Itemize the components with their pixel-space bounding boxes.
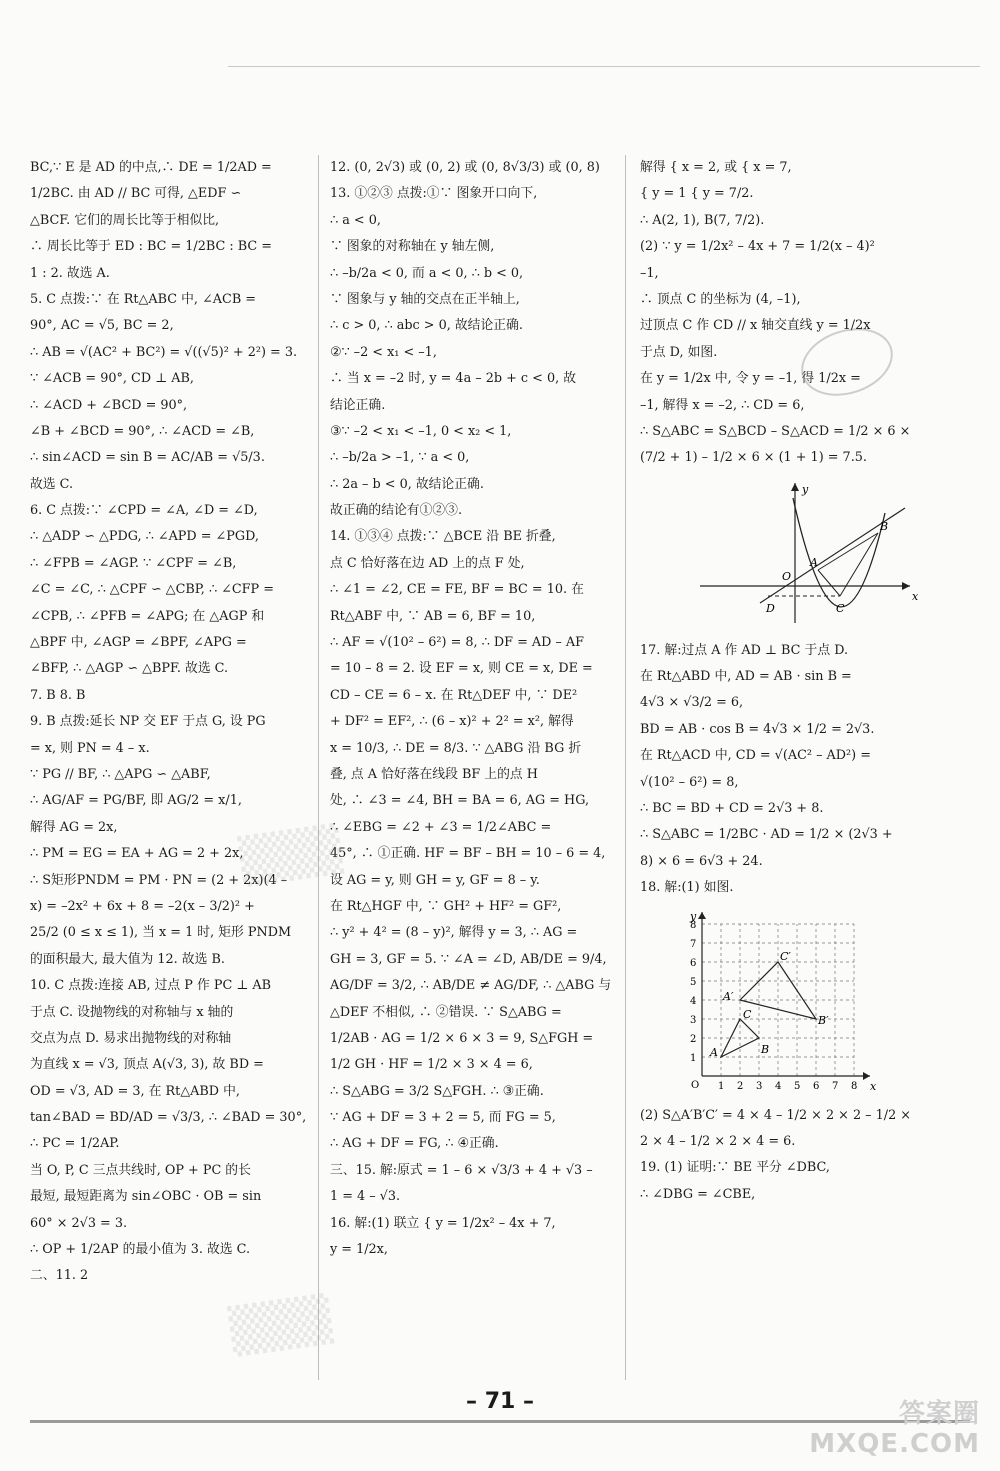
text-line: ∴ S△ABC = 1/2BC · AD = 1/2 × (2√3 +: [640, 827, 893, 843]
text-line: ∴ ∠FPB = ∠AGP. ∵ ∠CPF = ∠B,: [30, 555, 237, 571]
grid-x-tick-label: 5: [794, 1080, 801, 1092]
grid-x-tick-label: 2: [737, 1080, 744, 1092]
text-line: ∴ –b/2a < 0, 而 a < 0, ∴ b < 0,: [330, 265, 524, 281]
text-line: 点 C 恰好落在边 AD 上的点 F 处,: [330, 555, 525, 571]
text-line: 于点 D, 如图.: [640, 344, 718, 360]
text-line: ∴ BC = BD + CD = 2√3 + 8.: [640, 801, 824, 817]
point-label-d: D: [766, 601, 775, 615]
text-line: 故选 C.: [30, 476, 74, 492]
text-line: ∴ AG + DF = FG, ∴ ④正确.: [330, 1136, 499, 1152]
text-line: –1,: [640, 265, 659, 281]
text-line: 19. (1) 证明:∵ BE 平分 ∠DBC,: [640, 1160, 830, 1176]
text-line: (2) S△A′B′C′ = 4 × 4 – 1/2 × 2 × 2 – 1/2 ×: [640, 1107, 912, 1123]
text-line: ∵ ∠ACB = 90°, CD ⊥ AB,: [30, 371, 194, 387]
text-line: 4√3 × √3/2 = 6,: [640, 695, 744, 711]
text-line: 当 O, P, C 三点共线时, OP + PC 的长: [30, 1162, 251, 1178]
text-line: ③∵ –2 < x₁ < –1, 0 < x₂ < 1,: [330, 423, 512, 439]
grid-y-tick-label: 3: [690, 1014, 697, 1026]
grid-x-tick-label: 1: [718, 1080, 725, 1092]
text-line: x) = –2x² + 6x + 8 = –2(x – 3/2)² +: [30, 898, 255, 914]
text-line: ∴ PM = EG = EA + AG = 2 + 2x,: [30, 846, 244, 862]
text-line: 90°, AC = √5, BC = 2,: [30, 318, 174, 334]
point-label-b: B: [880, 519, 889, 533]
text-line: 二、11. 2: [30, 1268, 89, 1284]
text-line: 8) × 6 = 6√3 + 24.: [640, 853, 763, 869]
text-line: ∠BFP, ∴ △AGP ∽ △BPF. 故选 C.: [30, 661, 229, 677]
axis-label-y: y: [802, 482, 809, 496]
text-line: 于点 C. 设抛物线的对称轴与 x 轴的: [30, 1004, 234, 1020]
grid-y-tick-label: 2: [690, 1033, 697, 1045]
column-1: [30, 155, 310, 1290]
grid-point-b-prime: B′: [818, 1013, 829, 1027]
text-line: √(10² – 6²) = 8,: [640, 774, 739, 790]
text-line: 在 Rt△ACD 中, CD = √(AC² – AD²) =: [640, 748, 871, 764]
grid-x-tick-label: 3: [756, 1080, 763, 1092]
text-line: ∴ 当 x = –2 时, y = 4a – 2b + c < 0, 故: [330, 371, 577, 387]
text-line: 6. C 点拨:∵ ∠CPD = ∠A, ∠D = ∠D,: [30, 503, 258, 519]
grid-y-tick-label: 8: [690, 919, 697, 931]
text-line: ∴ S△ABC = S△BCD – S△ACD = 1/2 × 6 ×: [640, 423, 911, 439]
grid-y-tick-label: 4: [690, 995, 697, 1007]
text-line: 过顶点 C 作 CD // x 轴交直线 y = 1/2x: [640, 318, 871, 334]
text-line: 9. B 点拨:延长 NP 交 EF 于点 G, 设 PG: [30, 714, 266, 730]
text-line: = 10 – 8 = 2. 设 EF = x, 则 CE = x, DE =: [330, 661, 593, 677]
text-line: ∴ △ADP ∽ △PDG, ∴ ∠APD = ∠PGD,: [30, 529, 259, 545]
text-line: x = 10/3, ∴ DE = 8/3. ∵ △ABG 沿 BG 折: [330, 740, 582, 756]
grid-point-a-prime: A′: [723, 989, 734, 1003]
text-line: (2) ∵ y = 1/2x² – 4x + 7 = 1/2(x – 4)²: [640, 239, 875, 255]
text-line: 60° × 2√3 = 3.: [30, 1215, 128, 1231]
text-line: ∠CPB, ∴ ∠PFB = ∠APG; 在 △AGP 和: [30, 608, 265, 624]
grid-axis-label-x: x: [870, 1079, 877, 1093]
text-line: = x, 则 PN = 4 – x.: [30, 740, 150, 756]
page-number: – 71 –: [466, 1389, 534, 1414]
text-line: 叠, 点 A 恰好落在线段 BF 上的点 H: [330, 766, 538, 782]
text-line: ∵ 图象的对称轴在 y 轴左侧,: [330, 239, 495, 255]
text-line: ∴ AB = √(AC² + BC²) = √((√5)² + 2²) = 3.: [30, 344, 298, 360]
point-label-a: A: [810, 555, 818, 569]
text-line: 在 y = 1/2x 中, 令 y = –1, 得 1/2x =: [640, 371, 861, 387]
text-line: ∵ PG // BF, ∴ △APG ∽ △ABF,: [30, 766, 211, 782]
text-line: 解得 AG = 2x,: [30, 819, 118, 835]
text-line: ∴ sin∠ACD = sin B = AC/AB = √5/3.: [30, 450, 265, 466]
text-line: 2 × 4 – 1/2 × 2 × 4 = 6.: [640, 1133, 796, 1149]
text-line: ∴ 顶点 C 的坐标为 (4, –1),: [640, 291, 801, 307]
column-2: [330, 155, 615, 1263]
text-line: 16. 解:(1) 联立 { y = 1/2x² – 4x + 7,: [330, 1215, 556, 1231]
text-line: 在 Rt△ABD 中, AD = AB · sin B =: [640, 669, 852, 685]
grid-origin-label: O: [691, 1079, 700, 1091]
text-line: ∴ 周长比等于 ED : BC = 1/2BC : BC =: [30, 239, 272, 255]
grid-y-tick-label: 5: [690, 976, 697, 988]
watermark-line-1: 答案圈: [898, 1399, 980, 1429]
site-watermark: [809, 1399, 980, 1459]
text-line: CD – CE = 6 – x. 在 Rt△DEF 中, ∵ DE²: [330, 687, 578, 703]
text-line: (7/2 + 1) – 1/2 × 6 × (1 + 1) = 7.5.: [640, 450, 867, 466]
grid-point-c-prime: C′: [780, 949, 791, 963]
text-line: 1/2 GH · HF = 1/2 × 3 × 4 = 6,: [330, 1057, 533, 1073]
text-line: ②∵ –2 < x₁ < –1,: [330, 344, 437, 360]
watermark-line-2: MXQE.COM: [809, 1429, 980, 1459]
grid-coordinate-figure: [660, 908, 880, 1093]
text-line: ∴ c > 0, ∴ abc > 0, 故结论正确.: [330, 318, 523, 334]
text-line: 交点为点 D. 易求出抛物线的对称轴: [30, 1030, 232, 1046]
axis-label-x: x: [912, 589, 919, 603]
text-line: 10. C 点拨:连接 AB, 过点 P 作 PC ⊥ AB: [30, 978, 272, 994]
text-line: ∴ OP + 1/2AP 的最小值为 3. 故选 C.: [30, 1242, 251, 1258]
text-line: BC,∵ E 是 AD 的中点,∴ DE = 1/2AD =: [30, 160, 272, 175]
text-line: 1/2AB · AG = 1/2 × 6 × 3 = 9, S△FGH =: [330, 1030, 594, 1046]
text-line: 设 AG = y, 则 GH = y, GF = 8 – y.: [330, 872, 540, 888]
text-line: 最短, 最短距离为 sin∠OBC · OB = sin: [30, 1189, 262, 1205]
text-line: ∴ S矩形PNDM = PM · PN = (2 + 2x)(4 –: [30, 872, 288, 888]
text-line: 的面积最大, 最大值为 12. 故选 B.: [30, 951, 225, 967]
faint-watermark: ▒▒▒: [226, 1293, 335, 1358]
text-line: ∴ AG/AF = PG/BF, 即 AG/2 = x/1,: [30, 793, 242, 809]
text-line: 17. 解:过点 A 作 AD ⊥ BC 于点 D.: [640, 642, 849, 658]
column-3: [640, 155, 980, 1208]
text-line: 5. C 点拨:∵ 在 Rt△ABC 中, ∠ACB =: [30, 291, 257, 307]
text-line: ∴ ∠DBG = ∠CBE,: [640, 1186, 756, 1202]
grid-y-tick-label: 6: [690, 957, 697, 969]
origin-label: O: [782, 569, 792, 583]
text-line: ∴ 2a – b < 0, 故结论正确.: [330, 476, 484, 492]
text-line: ∵ 图象与 y 轴的交点在正半轴上,: [330, 291, 520, 307]
grid-x-tick-label: 8: [851, 1080, 858, 1092]
text-line: ∴ S△ABG = 3/2 S△FGH. ∴ ③正确.: [330, 1083, 544, 1099]
text-line: ∴ ∠ACD + ∠BCD = 90°,: [30, 397, 188, 413]
text-line: 在 Rt△HGF 中, ∵ GH² + HF² = GF²,: [330, 898, 562, 914]
text-line: 处, ∴ ∠3 = ∠4, BH = BA = 6, AG = HG,: [330, 793, 590, 809]
text-line: y = 1/2x,: [330, 1242, 388, 1258]
grid-axis-label-y: y: [690, 909, 697, 923]
text-line: + DF² = EF², ∴ (6 – x)² + 2² = x², 解得: [330, 714, 574, 730]
grid-y-tick-label: 7: [690, 938, 697, 950]
grid-point-a: A: [710, 1045, 718, 1059]
text-line: 结论正确.: [330, 397, 386, 413]
grid-x-tick-label: 6: [813, 1080, 820, 1092]
text-line: △BCF. 它们的周长比等于相似比,: [30, 212, 220, 228]
text-line: 故正确的结论有①②③.: [330, 503, 463, 519]
text-line: △BPF 中, ∠AGP = ∠BPF, ∠APG =: [30, 635, 247, 651]
text-line: 解得 { x = 2, 或 { x = 7,: [640, 160, 792, 175]
text-line: { y = 1 { y = 7/2.: [640, 186, 754, 202]
column-divider: [625, 155, 626, 1380]
grid-y-tick-label: 1: [690, 1052, 697, 1064]
text-line: ∴ ∠EBG = ∠2 + ∠3 = 1/2∠ABC =: [330, 819, 552, 835]
grid-point-c: C: [743, 1007, 752, 1021]
text-line: 1/2BC. 由 AD // BC 可得, △EDF ∽: [30, 186, 242, 202]
text-line: –1, 解得 x = –2, ∴ CD = 6,: [640, 397, 805, 413]
text-line: Rt△ABF 中, ∵ AB = 6, BF = 10,: [330, 608, 536, 624]
text-line: 为直线 x = √3, 顶点 A(√3, 3), 故 BD =: [30, 1057, 264, 1073]
text-line: 12. (0, 2√3) 或 (0, 2) 或 (0, 8√3/3) 或 (0, 8): [330, 160, 600, 175]
text-line: 18. 解:(1) 如图.: [640, 880, 734, 896]
text-line: ∴ AF = √(10² – 6²) = 8, ∴ DF = AD – AF: [330, 635, 585, 651]
grid-point-b: B: [761, 1042, 770, 1056]
text-line: 1 : 2. 故选 A.: [30, 265, 110, 281]
parabola-line-figure: [690, 478, 930, 628]
grid-x-tick-label: 4: [775, 1080, 782, 1092]
text-line: 7. B 8. B: [30, 687, 86, 703]
text-line: BD = AB · cos B = 4√3 × 1/2 = 2√3.: [640, 721, 875, 737]
column-divider: [318, 155, 319, 1380]
point-label-c: C: [836, 601, 845, 615]
text-line: ∴ –b/2a > –1, ∵ a < 0,: [330, 450, 470, 466]
text-line: 14. ①③④ 点拨:∵ △BCE 沿 BE 折叠,: [330, 529, 556, 545]
text-line: 13. ①②③ 点拨:①∵ 图象开口向下,: [330, 186, 538, 202]
text-line: tan∠BAD = BD/AD = √3/3, ∴ ∠BAD = 30°,: [30, 1110, 307, 1126]
text-line: 45°, ∴ ①正确. HF = BF – BH = 10 – 6 = 4,: [330, 846, 606, 862]
top-rule: [228, 66, 980, 67]
text-line: △DEF 不相似, ∴ ②错误. ∵ S△ABG =: [330, 1004, 562, 1020]
text-line: 三、15. 解:原式 = 1 – 6 × √3/3 + 4 + √3 –: [330, 1162, 593, 1178]
text-line: AG/DF = 3/2, ∴ AB/DE ≠ AG/DF, ∴ △ABG 与: [330, 978, 612, 994]
text-line: 25/2 (0 ≤ x ≤ 1), 当 x = 1 时, 矩形 PNDM: [30, 925, 292, 941]
text-line: ∴ a < 0,: [330, 212, 381, 228]
text-line: 1 = 4 – √3.: [330, 1189, 401, 1205]
grid-x-tick-label: 7: [832, 1080, 839, 1092]
text-line: ∠C = ∠C, ∴ △CPF ∽ △CBP, ∴ ∠CFP =: [30, 582, 274, 598]
text-line: ∴ ∠1 = ∠2, CE = FE, BF = BC = 10. 在: [330, 582, 584, 598]
text-line: ∴ PC = 1/2AP.: [30, 1136, 120, 1152]
text-line: ∴ A(2, 1), B(7, 7/2).: [640, 212, 765, 228]
text-line: GH = 3, GF = 5. ∵ ∠A = ∠D, AB/DE = 9/4,: [330, 951, 607, 967]
faint-watermark: ▒▒▒: [236, 823, 345, 888]
text-line: ∴ y² + 4² = (8 – y)², 解得 y = 3, ∴ AG =: [330, 925, 578, 941]
text-line: OD = √3, AD = 3, 在 Rt△ABD 中,: [30, 1083, 240, 1099]
text-line: ∵ AG + DF = 3 + 2 = 5, 而 FG = 5,: [330, 1110, 556, 1126]
text-line: ∠B + ∠BCD = 90°, ∴ ∠ACD = ∠B,: [30, 423, 255, 439]
